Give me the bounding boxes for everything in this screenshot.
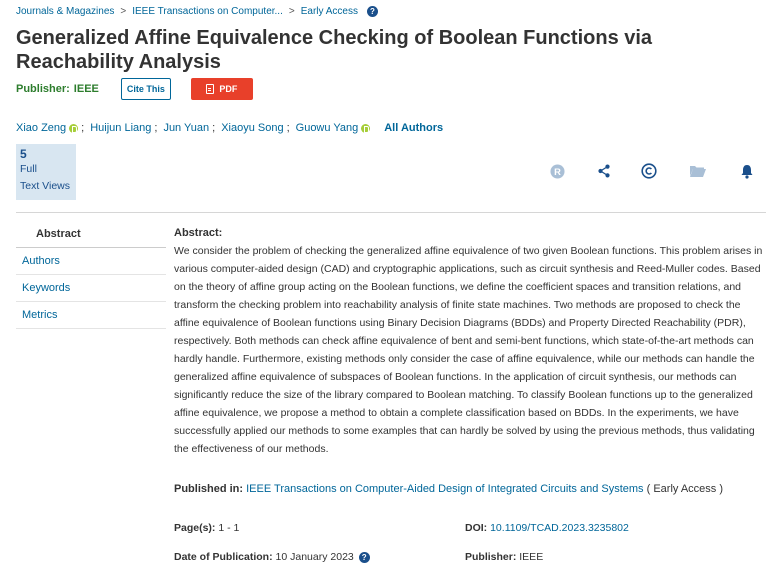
share-icon[interactable] [595, 162, 613, 180]
author-name[interactable]: Xiao Zeng [16, 122, 67, 134]
publisher-meta-value: IEEE [519, 551, 544, 563]
doi-info [465, 522, 629, 534]
author-separator: ; [81, 122, 85, 134]
publisher-label: Publisher: [16, 83, 70, 95]
doi-link[interactable]: 10.1109/TCAD.2023.3235802 [490, 522, 629, 534]
section-nav [16, 221, 166, 329]
breadcrumb-transactions-link[interactable]: IEEE Transactions on Computer... [132, 5, 283, 17]
page-title: Generalized Affine Equivalence Checking of Boolean Functions via Reachability Analysis [16, 27, 653, 73]
date-value: 10 January 2023 [275, 551, 354, 563]
author-separator: ; [286, 122, 290, 134]
all-authors-link[interactable]: All Authors [384, 122, 444, 134]
breadcrumb-separator: > [288, 5, 295, 17]
pdf-button-label: PDF [219, 84, 238, 94]
orcid-icon[interactable] [361, 124, 370, 133]
abstract-text: We consider the problem of checking the generalized affine equivalence of two given Boolean functions. This problem arises in various computer-aided design (CAD) and cryptographic applications, such as circuit synthesis and Reed-Muller codes. Based on the theory of affine group acting on the Boolean functions, we define the coefficient spaces and transition relations, and transform the checking problem into reachability analysis of finite state machines. Two methods are proposed to check the affine equivalence of Boolean functions using Binary Decision Diagrams (BDDs) and Property Directed Reachability (PDR), respectively. Both methods can check affine equivalence of bent and semi-bent functions, which state-of-the-art methods can hardly handle. Furthermore, existing methods only consider the case of affine equivalence, while our methods can handle the generalized affine equivalence of subspaces of Boolean functions. In the application of circuit synthesis, our methods can significantly reduce the size of the library compared to Boolean matching. To classify Boolean functions up to the generalized affine equivalence, we propose a method to obtain a complete classification based on BDDs. In the experiments, we have successfully applied our methods to some examples that can hardly be solved by using the previous methods, thus validating the effectiveness of our methods. [174, 245, 763, 455]
author-link[interactable] [16, 122, 78, 134]
copyright-icon[interactable] [640, 162, 658, 180]
publication-date-info [174, 551, 370, 563]
metric-count: 5 [20, 147, 27, 161]
svg-text:R: R [553, 166, 561, 177]
author-name[interactable]: Guowu Yang [295, 122, 359, 134]
breadcrumb [16, 3, 378, 19]
pages-value: 1 - 1 [218, 522, 240, 534]
early-access-status: ( Early Access ) [646, 483, 724, 495]
publisher-row [16, 77, 253, 101]
abstract-section [174, 226, 766, 458]
cite-this-button[interactable]: Cite This [121, 78, 171, 100]
author-link[interactable] [296, 122, 371, 134]
bell-icon[interactable] [738, 162, 756, 180]
nav-item-metrics[interactable]: Metrics [16, 302, 166, 329]
pages-label: Page(s): [174, 522, 216, 534]
section-divider [16, 212, 766, 213]
abstract-heading: Abstract: [174, 227, 223, 239]
author-link[interactable]: Xiaoyu Song [221, 122, 284, 134]
breadcrumb-journals-link[interactable]: Journals & Magazines [16, 5, 115, 17]
author-separator: ; [154, 122, 158, 134]
publisher-value: IEEE [73, 83, 99, 95]
author-list [16, 121, 443, 135]
full-text-views-metric[interactable] [16, 144, 76, 200]
pages-info [174, 522, 239, 534]
metric-label-line2: Text Views [20, 180, 70, 192]
breadcrumb-separator: > [120, 5, 127, 17]
rights-icon[interactable] [548, 162, 566, 180]
pdf-button[interactable] [191, 78, 253, 100]
date-label: Date of Publication: [174, 551, 273, 563]
doi-label: DOI: [465, 522, 488, 534]
help-icon[interactable]: ? [359, 552, 370, 563]
author-link[interactable]: Huijun Liang [90, 122, 152, 134]
orcid-icon[interactable] [69, 124, 78, 133]
publisher-meta-label: Publisher: [465, 551, 517, 563]
nav-item-authors[interactable]: Authors [16, 248, 166, 275]
published-in [174, 483, 723, 495]
published-in-label: Published in: [174, 483, 244, 495]
metric-label-line1: Full [20, 163, 37, 175]
pdf-file-icon [206, 84, 214, 94]
nav-item-keywords[interactable]: Keywords [16, 275, 166, 302]
nav-item-abstract[interactable]: Abstract [16, 221, 166, 248]
breadcrumb-early-access-link[interactable]: Early Access [300, 5, 358, 17]
journal-link[interactable]: IEEE Transactions on Computer-Aided Design of Integrated Circuits and Systems [246, 483, 644, 495]
help-icon[interactable]: ? [367, 6, 378, 17]
folder-icon[interactable] [689, 162, 707, 180]
author-separator: ; [212, 122, 216, 134]
publisher-info [465, 551, 543, 563]
author-link[interactable]: Jun Yuan [163, 122, 210, 134]
